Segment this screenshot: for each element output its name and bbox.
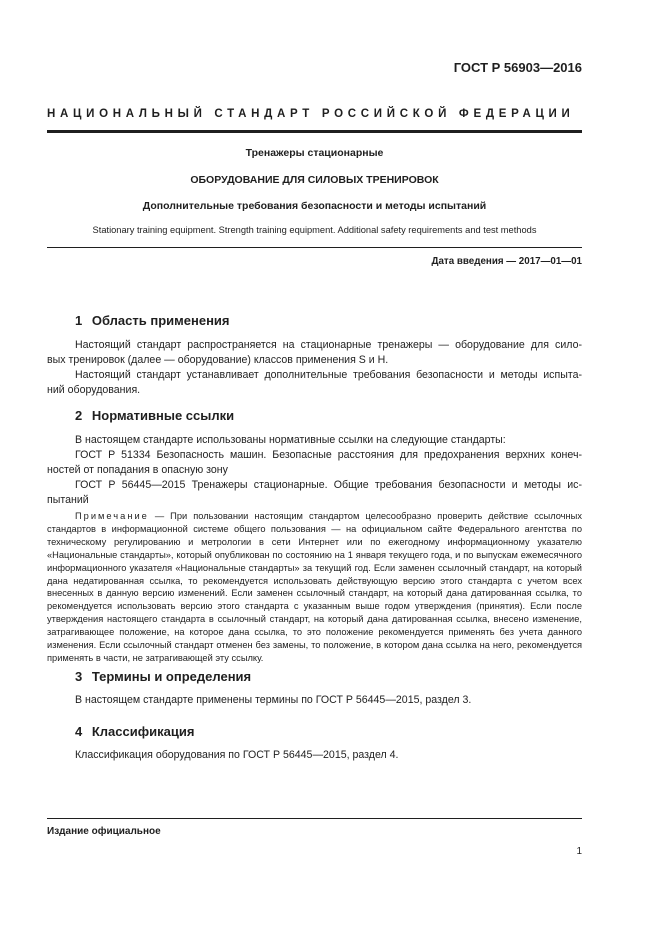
title-rule: [47, 247, 582, 248]
section-4-heading: [75, 724, 194, 739]
section-1-body: [47, 338, 582, 398]
footer-rule: [47, 818, 582, 819]
paragraph: Настоящий стандарт распространяется на стационарные тренажеры — оборудование для сило-: [75, 339, 582, 351]
section-number: 1: [75, 313, 83, 328]
main-title: ОБОРУДОВАНИЕ ДЛЯ СИЛОВЫХ ТРЕНИРОВОК: [190, 174, 439, 186]
paragraph: ний оборудования.: [47, 384, 141, 396]
section-title: Классификация: [91, 724, 195, 739]
section-number: 4: [75, 724, 83, 739]
subject-title: Тренажеры стационарные: [245, 147, 384, 159]
reference-gost-51334: ГОСТ Р 51334 Безопасность машин. Безопасные расстояния для предохранения верхних конеч-: [75, 449, 582, 461]
note-label: Примечание: [75, 511, 149, 521]
note-text: — При пользовании настоящим стандартом целесообразно проверить действие ссылочных стандартов в информационной системе общего пользования — на официальном сайте Федерального агентства по техническому регулированию и метрологии в сети Интернет или по ежегодному информационному указателю «Национальные стандарты», который опубликован по состоянию на 1 января текущего года, и по выпускам ежемесячного информационного указателя «Национальные стандарты» за текущий год. Если заменен ссылочный стандарт, на который дана недатированная ссылка, то рекомендуется использовать действующую версию этого стандарта с учетом всех внесенных в данную версию изменений. Если заменен ссылочный стандарт, на который дана датированная ссылка, то рекомендуется использовать версию этого стандарта с указанным выше годом утверждения (принятия). Если после утверждения настоящего стандарта в ссылочный стандарт, на который дана датированная ссылка, внесено изменение, затрагивающее положение, на которое дана ссылка, то это положение рекомендуется применять без учета данного изменения. Если ссылочный стандарт отменен без замены, то положение, в котором дана ссылка на него, рекомендуется применять в части, не затрагивающей эту ссылку.: [47, 511, 582, 663]
standard-title: НАЦИОНАЛЬНЫЙ СТАНДАРТ РОССИЙСКОЙ ФЕДЕРАЦИИ: [47, 108, 575, 120]
section-title: Нормативные ссылки: [91, 408, 235, 423]
section-3-body: [47, 693, 582, 708]
intro-date: Дата введения — 2017—01—01: [431, 256, 582, 267]
paragraph: вых тренировок (далее — оборудование) классов применения S и H.: [47, 354, 389, 366]
section-2-heading: [75, 408, 234, 423]
section-2-body: [47, 433, 582, 508]
section-number: 3: [75, 669, 83, 684]
section-number: 2: [75, 408, 83, 423]
section-1-heading: [75, 313, 230, 328]
edition-label: Издание официальное: [47, 826, 161, 837]
sub-title: Дополнительные требования безопасности и методы испытаний: [142, 200, 487, 212]
header-rule: [47, 130, 582, 133]
paragraph: В настоящем стандарте использованы нормативные ссылки на следующие стандарты:: [75, 434, 506, 446]
section-title: Термины и определения: [91, 669, 252, 684]
section-4-body: [47, 748, 582, 763]
english-title: Stationary training equipment. Strength training equipment. Additional safety requirements and test methods: [92, 225, 537, 235]
paragraph: Настоящий стандарт устанавливает дополнительные требования безопасности и методы испыта-: [75, 369, 582, 381]
paragraph: ностей от попадания в опасную зону: [47, 464, 228, 476]
section-3-heading: [75, 669, 251, 684]
paragraph: пытаний: [47, 494, 89, 506]
reference-gost-56445: ГОСТ Р 56445—2015 Тренажеры стационарные. Общие требования безопасности и методы ис-: [75, 479, 582, 491]
paragraph: Классификация оборудования по ГОСТ Р 56445—2015, раздел 4.: [75, 749, 399, 761]
doc-code: ГОСТ Р 56903—2016: [453, 60, 582, 75]
paragraph: В настоящем стандарте применены термины по ГОСТ Р 56445—2015, раздел 3.: [75, 694, 472, 706]
section-title: Область применения: [91, 313, 230, 328]
section-2-note: [47, 510, 582, 665]
page-number: 1: [576, 846, 582, 857]
